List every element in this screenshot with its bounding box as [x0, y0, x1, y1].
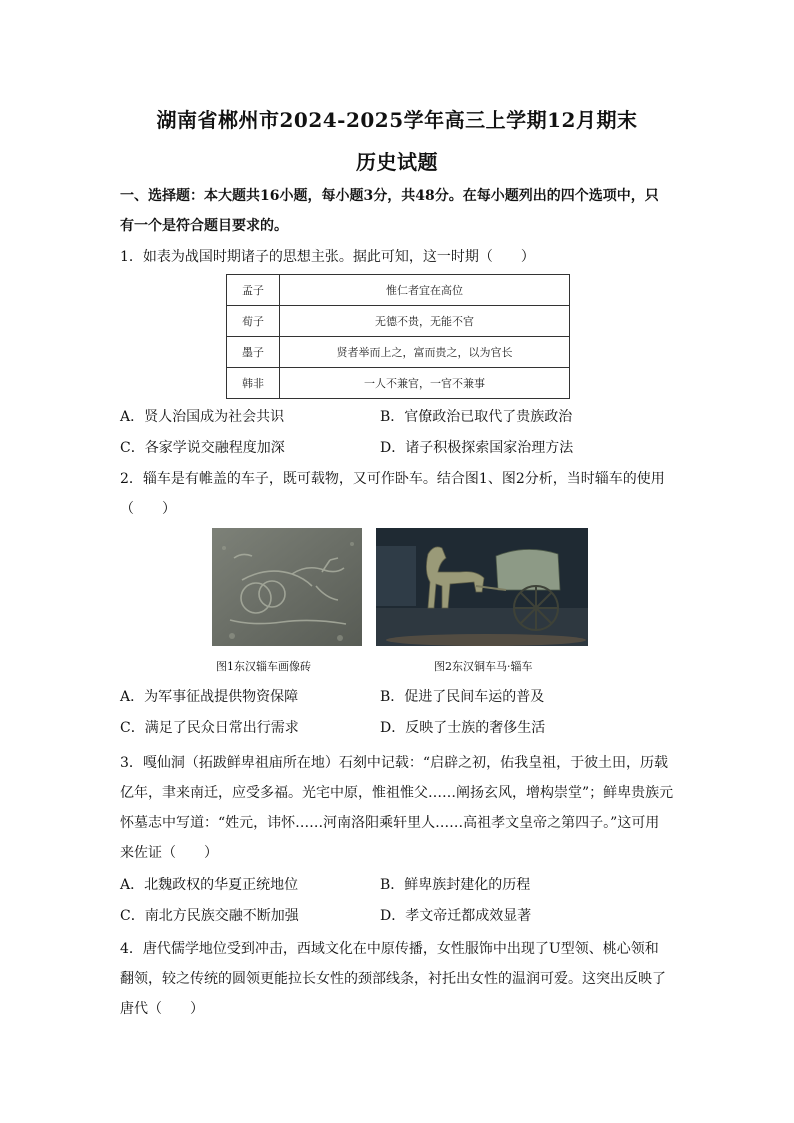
question-3-stem-line1: 3．嘎仙洞（拓跋鲜卑祖庙所在地）石刻中记载：“启辟之初，佑我皇祖，于彼土田，历载 — [120, 755, 669, 771]
question-4-stem-line3: 唐代（ ） — [120, 1001, 204, 1017]
section-instruction-line2: 有一个是符合题目要求的。 — [120, 218, 288, 234]
table-cell-thinker: 荀子 — [227, 306, 280, 337]
question-2-stem-line1: 2．辎车是有帷盖的车子，既可载物，又可作卧车。结合图1、图2分析，当时辎车的使用 — [120, 471, 665, 487]
table-cell-thinker: 孟子 — [227, 275, 280, 306]
table-row — [227, 306, 570, 337]
table-row — [227, 275, 570, 306]
question-3-option-c[interactable]: C．南北方民族交融不断加强 — [120, 908, 299, 924]
table-cell-thinker: 韩非 — [227, 368, 280, 399]
question-3-option-b[interactable]: B．鲜卑族封建化的历程 — [380, 877, 531, 893]
table-cell-thinker: 墨子 — [227, 337, 280, 368]
section-instruction-line1: 一、选择题：本大题共16小题，每小题3分，共48分。在每小题列出的四个选项中，只 — [120, 188, 659, 204]
table-cell-idea: 无德不贵，无能不官 — [280, 306, 570, 337]
table-cell-idea: 贤者举而上之，富而贵之，以为官长 — [280, 337, 570, 368]
table-cell-idea: 惟仁者宜在高位 — [280, 275, 570, 306]
exam-title: 湖南省郴州市2024-2025学年高三上学期12月期末 — [156, 108, 638, 132]
figure-1-relief-brick-image — [212, 528, 362, 646]
question-1-option-b[interactable]: B．官僚政治已取代了贵族政治 — [380, 409, 573, 425]
question-1-option-c[interactable]: C．各家学说交融程度加深 — [120, 440, 285, 456]
question-1-option-a[interactable]: A．贤人治国成为社会共识 — [120, 409, 285, 425]
question-3-stem-line4: 来佐证（ ） — [120, 845, 218, 861]
question-3-stem-line3: 怀墓志中写道：“姓元，讳怀……河南洛阳乘轩里人……高祖孝文皇帝之第四子。”这可用 — [120, 815, 660, 831]
question-1-option-d[interactable]: D．诸子积极探索国家治理方法 — [380, 440, 574, 456]
question-3-option-d[interactable]: D．孝文帝迁都成效显著 — [380, 908, 532, 924]
question-3-stem-line2: 亿年，聿来南迁，应受多福。光宅中原，惟祖惟父……阐扬玄风，增构崇堂”；鲜卑贵族元 — [120, 785, 674, 801]
question-2-stem-line2: （ ） — [120, 501, 176, 517]
question-3-option-a[interactable]: A．北魏政权的华夏正统地位 — [120, 877, 299, 893]
question-1-table — [226, 274, 570, 399]
question-2-option-d[interactable]: D．反映了士族的奢侈生活 — [380, 720, 546, 736]
table-cell-idea: 一人不兼官，一官不兼事 — [280, 368, 570, 399]
question-2-option-b[interactable]: B．促进了民间车运的普及 — [380, 689, 545, 705]
question-4-stem-line2: 翻领，较之传统的圆领更能拉长女性的颈部线条，衬托出女性的温润可爱。这突出反映了 — [120, 971, 666, 987]
figure-1-caption: 图1东汉辎车画像砖 — [216, 660, 311, 673]
question-1-stem: 1．如表为战国时期诸子的思想主张。据此可知，这一时期（ ） — [120, 249, 535, 265]
figure-2-caption: 图2东汉铜车马·辎车 — [434, 660, 533, 673]
table-row — [227, 337, 570, 368]
question-4-stem-line1: 4．唐代儒学地位受到冲击，西域文化在中原传播，女性服饰中出现了U型领、桃心领和 — [120, 941, 659, 957]
question-2-option-c[interactable]: C．满足了民众日常出行需求 — [120, 720, 299, 736]
figure-2-bronze-chariot-image — [376, 528, 588, 646]
exam-subject-title: 历史试题 — [356, 150, 438, 174]
table-row — [227, 368, 570, 399]
question-2-option-a[interactable]: A．为军事征战提供物资保障 — [120, 689, 299, 705]
